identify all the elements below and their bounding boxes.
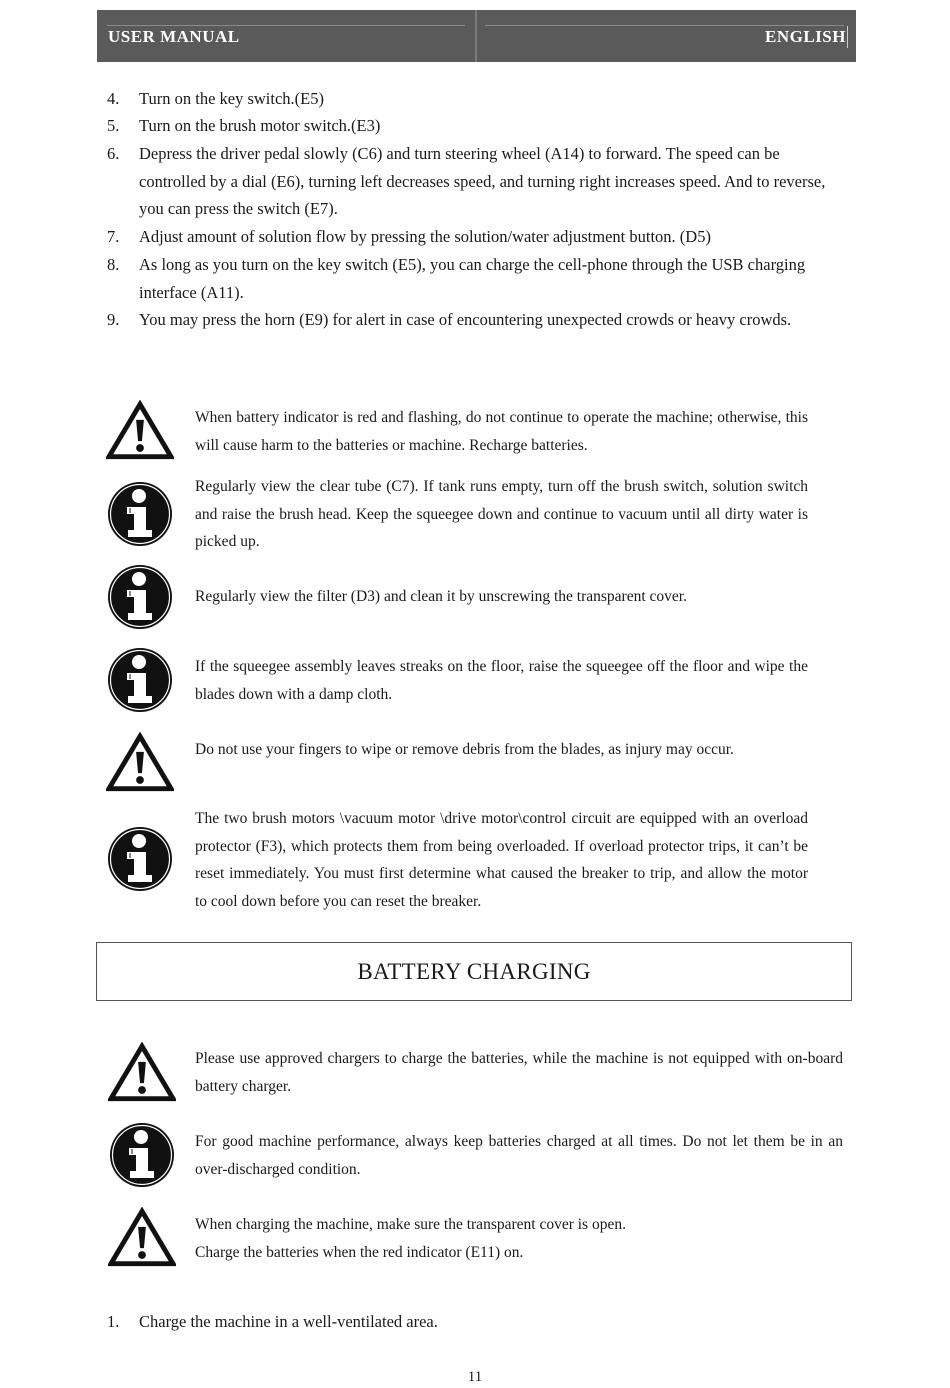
header-manual-title: USER MANUAL [108,27,240,46]
list-item [107,140,847,223]
notice-text: Do not use your fingers to wipe or remove debris from the blades, as injury may occur. [195,741,734,758]
notice-text: Regularly view the filter (D3) and clean it by unscrewing the transparent cover. [195,588,687,605]
list-item [107,223,847,251]
step-number: 5. [107,116,120,135]
list-item [107,1308,847,1336]
header-rule-left [107,25,465,26]
list-item [107,85,847,113]
notice-text: If the squeegee assembly leaves streaks on the floor, raise the squeegee off the floor and wipe the blades down with a damp cloth. [195,658,808,703]
notice-text: Regularly view the clear tube (C7). If tank runs empty, turn off the brush switch, solution switch and raise the brush head. Keep the squeegee down and continue to vacuum until all dirty water is picked up. [195,478,808,550]
step-text: Charge the machine in a well-ventilated area. [139,1312,438,1331]
notice-text: Please use approved chargers to charge the batteries, while the machine is not equipped with on-board battery charger. [195,1050,843,1095]
header-edge-bar [847,26,848,48]
notice-text: For good machine performance, always keep batteries charged at all times. Do not let them be in an over-discharged condition. [195,1133,843,1178]
info-icon [106,825,174,893]
step-number: 1. [107,1312,120,1331]
notice-line: When charging the machine, make sure the transparent cover is open. [195,1216,626,1233]
step-text: Adjust amount of solution flow by pressing the solution/water adjustment button. (D5) [139,227,711,246]
notice-text: The two brush motors \vacuum motor \drive motor\control circuit are equipped with an overload protector (F3), which protects them from being overloaded. If overload protector trips, it can’t be reset immediately. You must first determine what caused the breaker to trip, and allow the motor to cool down before you can reset the breaker. [195,810,808,910]
step-number: 7. [107,227,120,246]
info-icon [106,480,174,548]
step-number: 9. [107,310,120,329]
step-text: Turn on the key switch.(E5) [139,89,324,108]
page-number: 11 [467,1369,483,1385]
header-rule-right [485,25,844,26]
warning-icon [108,1042,176,1103]
notice-text [195,1211,843,1266]
notice-text: When battery indicator is red and flashing, do not continue to operate the machine; otherwise, this will cause harm to the batteries or machine. Recharge batteries. [195,409,808,454]
section-heading-box [96,942,852,1001]
info-icon [108,1121,176,1189]
section-title: BATTERY CHARGING [357,959,591,984]
notice-line: Charge the batteries when the red indicator (E11) on. [195,1243,524,1261]
step-text: You may press the horn (E9) for alert in case of encountering unexpected crowds or heavy crowds. [139,310,792,329]
warning-icon [108,1207,176,1268]
list-item [107,251,847,306]
info-icon [106,563,174,631]
step-text: Turn on the brush motor switch.(E3) [139,116,381,135]
page-header [97,10,856,62]
header-language: ENGLISH [765,27,846,46]
warning-icon [106,400,174,461]
step-text: As long as you turn on the key switch (E5), you can charge the cell-phone through the USB charging interface (A11). [139,255,806,302]
step-number: 8. [107,255,120,274]
step-text: Depress the driver pedal slowly (C6) and turn steering wheel (A14) to forward. The speed can be controlled by a dial (E6), turning left decreases speed, and turning right increases speed. And to reverse, you can press the switch (E7). [139,144,826,219]
header-divider [475,10,477,62]
info-icon [106,646,174,714]
step-number: 6. [107,144,120,163]
list-item [107,306,847,334]
list-item [107,112,847,140]
warning-icon [106,732,174,793]
step-number: 4. [107,89,120,108]
